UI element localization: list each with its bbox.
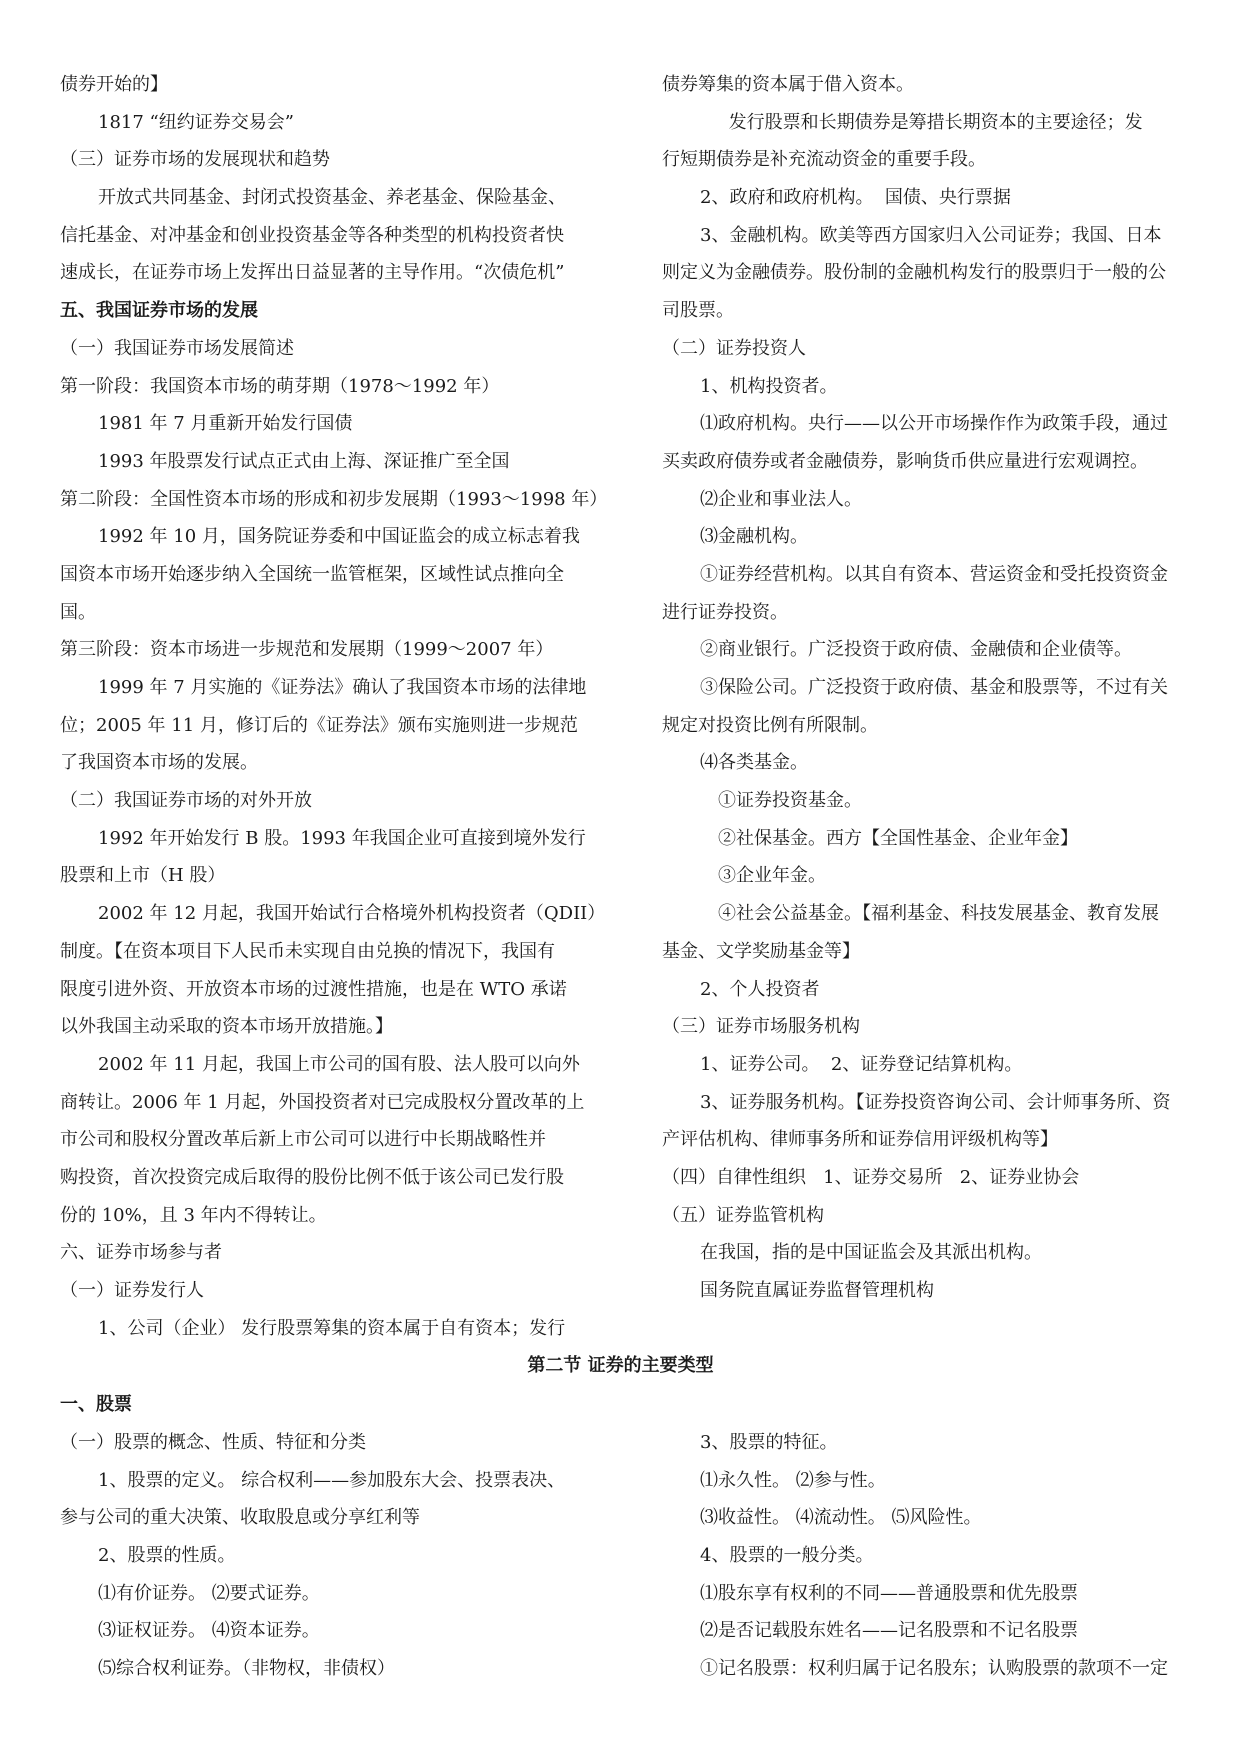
text-line: 4、股票的一般分类。 bbox=[700, 1545, 874, 1567]
text-line: ⑸综合权利证券。（非物权，非债权） bbox=[98, 1658, 395, 1680]
text-line: 2002 年 12 月起，我国开始试行合格境外机构投资者（QDII） bbox=[98, 903, 606, 925]
text-line: ⑵企业和事业法人。 bbox=[700, 488, 862, 510]
text-line: ⑴股东享有权利的不同——普通股票和优先股票 bbox=[700, 1582, 1078, 1604]
text-line: （三）证券市场服务机构 bbox=[662, 1016, 860, 1038]
text-line: ⑴有价证券。 ⑵要式证券。 bbox=[98, 1582, 320, 1604]
text-line: 发行股票和长期债券是筹措长期资本的主要途径；发 bbox=[700, 111, 1143, 133]
text-line: （二）证券投资人 bbox=[662, 337, 806, 359]
text-line: 国。 bbox=[60, 601, 96, 623]
heading-stock: 一、股票 bbox=[60, 1394, 132, 1415]
text-line: （二）我国证券市场的对外开放 bbox=[60, 790, 312, 812]
text-line: 2、政府和政府机构。 国债、央行票据 bbox=[700, 187, 1011, 209]
text-line: 1993 年股票发行试点正式由上海、深证推广至全国 bbox=[98, 450, 510, 472]
text-line: 债券开始的】 bbox=[60, 74, 168, 95]
text-line: 规定对投资比例有所限制。 bbox=[662, 714, 878, 736]
text-line: ③保险公司。广泛投资于政府债、基金和股票等，不过有关 bbox=[700, 677, 1168, 698]
text-line: 国务院直属证券监督管理机构 bbox=[700, 1280, 934, 1301]
text-line: 2002 年 11 月起，我国上市公司的国有股、法人股可以向外 bbox=[98, 1053, 580, 1075]
text-line: 位；2005 年 11 月，修订后的《证券法》颁布实施则进一步规范 bbox=[60, 714, 578, 736]
text-line: 市公司和股权分置改革后新上市公司可以进行中长期战略性并 bbox=[60, 1129, 546, 1151]
text-line: ①记名股票：权利归属于记名股东；认购股票的款项不一定 bbox=[700, 1658, 1168, 1680]
text-line: 开放式共同基金、封闭式投资基金、养老基金、保险基金、 bbox=[98, 187, 566, 209]
text-line: 1999 年 7 月实施的《证券法》确认了我国资本市场的法律地 bbox=[98, 677, 587, 698]
text-line: 进行证券投资。 bbox=[662, 601, 788, 623]
text-line: （三）证券市场的发展现状和趋势 bbox=[60, 149, 330, 171]
text-line: ①证券经营机构。以其自有资本、营运资金和受托投资资金 bbox=[700, 563, 1168, 585]
text-line: 股票和上市（H 股） bbox=[60, 865, 226, 887]
text-line: 1992 年开始发行 B 股。1993 年我国企业可直接到境外发行 bbox=[98, 827, 586, 849]
top-left-column bbox=[60, 66, 608, 1347]
text-line: 了我国资本市场的发展。 bbox=[60, 752, 258, 774]
text-line: ⑶收益性。 ⑷流动性。 ⑸风险性。 bbox=[700, 1507, 982, 1529]
text-line: 2、股票的性质。 bbox=[98, 1545, 236, 1567]
text-line: 六、证券市场参与者 bbox=[60, 1242, 222, 1264]
bottom-right-column bbox=[662, 1424, 1202, 1688]
text-line: 司股票。 bbox=[662, 300, 734, 322]
text-line: （一）我国证券市场发展简述 bbox=[60, 337, 294, 359]
text-line: 第一阶段：我国资本市场的萌芽期（1978～1992 年） bbox=[60, 375, 500, 397]
section-title: 第二节 证券的主要类型 bbox=[527, 1355, 714, 1376]
top-right-column bbox=[662, 66, 1202, 1310]
text-line: ④社会公益基金。【福利基金、科技发展基金、教育发展 bbox=[718, 903, 1159, 925]
text-line: （一）股票的概念、性质、特征和分类 bbox=[60, 1432, 366, 1453]
text-line: 2、个人投资者 bbox=[700, 978, 820, 1000]
text-line: ⑴永久性。 ⑵参与性。 bbox=[700, 1469, 886, 1491]
text-line: （五）证券监管机构 bbox=[662, 1204, 824, 1226]
text-line: 买卖政府债券或者金融债券，影响货币供应量进行宏观调控。 bbox=[662, 450, 1148, 472]
text-line: ③企业年金。 bbox=[718, 865, 826, 887]
text-line: 1、股票的定义。 综合权利——参加股东大会、投票表决、 bbox=[98, 1469, 566, 1491]
text-line: ⑴政府机构。央行——以公开市场操作作为政策手段，通过 bbox=[700, 413, 1168, 435]
text-line: ②商业银行。广泛投资于政府债、金融债和企业债等。 bbox=[700, 639, 1132, 661]
text-line: 3、金融机构。欧美等西方国家归入公司证券；我国、日本 bbox=[700, 224, 1162, 246]
text-line: 商转让。2006 年 1 月起，外国投资者对已完成股权分置改革的上 bbox=[60, 1091, 585, 1113]
text-line: 产评估机构、律师事务所和证券信用评级机构等】 bbox=[662, 1129, 1058, 1151]
text-line: 以外我国主动采取的资本市场开放措施。】 bbox=[60, 1016, 393, 1038]
bottom-left-column bbox=[60, 1424, 600, 1688]
text-line: 信托基金、对冲基金和创业投资基金等各种类型的机构投资者快 bbox=[60, 224, 564, 246]
text-line: （四）自律性组织 1、证券交易所 2、证券业协会 bbox=[662, 1166, 1080, 1188]
text-line: （一）证券发行人 bbox=[60, 1280, 204, 1301]
text-line: 制度。【在资本项目下人民币未实现自由兑换的情况下，我国有 bbox=[60, 940, 555, 962]
text-line: ⑶金融机构。 bbox=[700, 526, 808, 548]
text-line: 1992 年 10 月，国务院证券委和中国证监会的成立标志着我 bbox=[98, 526, 580, 548]
text-line: 第三阶段：资本市场进一步规范和发展期（1999～2007 年） bbox=[60, 639, 554, 661]
text-line: 1、公司（企业） 发行股票筹集的资本属于自有资本；发行 bbox=[98, 1317, 566, 1339]
text-line: ⑵是否记载股东姓名——记名股票和不记名股票 bbox=[700, 1620, 1078, 1642]
text-line: ①证券投资基金。 bbox=[718, 790, 862, 812]
text-line: 基金、文学奖励基金等】 bbox=[662, 940, 860, 962]
text-line: 第二阶段：全国性资本市场的形成和初步发展期（1993～1998 年） bbox=[60, 488, 608, 510]
text-line: 3、股票的特征。 bbox=[700, 1432, 838, 1453]
text-line: 则定义为金融债券。股份制的金融机构发行的股票归于一般的公 bbox=[662, 262, 1166, 284]
text-line: 1817 “纽约证券交易会” bbox=[98, 111, 294, 133]
text-line: ⑷各类基金。 bbox=[700, 752, 808, 774]
text-line: 参与公司的重大决策、收取股息或分享红利等 bbox=[60, 1507, 420, 1529]
text-line: 行短期债券是补充流动资金的重要手段。 bbox=[662, 149, 986, 171]
text-line: 速成长，在证券市场上发挥出日益显著的主导作用。“次债危机” bbox=[60, 262, 565, 284]
text-line: 1、证券公司。 2、证券登记结算机构。 bbox=[700, 1053, 1023, 1075]
text-line: ⑶证权证券。 ⑷资本证券。 bbox=[98, 1620, 320, 1642]
text-line: 五、我国证券市场的发展 bbox=[60, 300, 258, 322]
text-line: 1981 年 7 月重新开始发行国债 bbox=[98, 413, 353, 435]
text-line: ②社保基金。西方【全国性基金、企业年金】 bbox=[718, 827, 1078, 849]
text-line: 债券筹集的资本属于借入资本。 bbox=[662, 74, 914, 95]
text-line: 限度引进外资、开放资本市场的过渡性措施，也是在 WTO 承诺 bbox=[60, 978, 567, 1000]
text-line: 在我国，指的是中国证监会及其派出机构。 bbox=[700, 1242, 1042, 1264]
text-line: 1、机构投资者。 bbox=[700, 375, 838, 397]
text-line: 份的 10%，且 3 年内不得转让。 bbox=[60, 1204, 327, 1226]
text-line: 购投资，首次投资完成后取得的股份比例不低于该公司已发行股 bbox=[60, 1166, 564, 1188]
text-line: 国资本市场开始逐步纳入全国统一监管框架，区域性试点推向全 bbox=[60, 563, 564, 585]
text-line: 3、证券服务机构。【证券投资咨询公司、会计师事务所、资 bbox=[700, 1091, 1171, 1113]
